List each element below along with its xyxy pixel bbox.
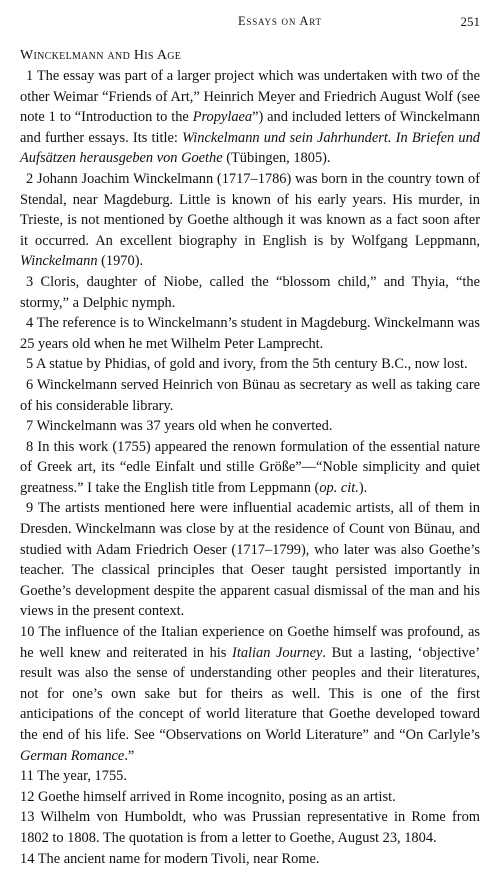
note-number: 12: [20, 788, 35, 805]
note-title: Propylaea: [192, 109, 253, 126]
note-text: Winckelmann served Heinrich von Bünau as secretary as well as taking care of his considerable library.: [20, 376, 480, 414]
endnote: [20, 313, 480, 354]
endnote: [20, 354, 480, 375]
endnote: [20, 169, 480, 272]
endnote: [20, 375, 480, 416]
page-number: 251: [460, 14, 480, 29]
note-number: 6: [26, 376, 34, 393]
note-text: Winckelmann was 37 years old when he converted.: [36, 418, 333, 435]
note-text: ).: [358, 479, 368, 496]
note-text: In this work (1755) appeared the renown formulation of the essential nature of Greek art, its “edle Einfalt und stille Größe”—“Noble simplicity and quiet greatness.” I take the English title from Leppmann (: [20, 438, 480, 496]
note-number: 4: [26, 315, 34, 332]
endnote: [20, 416, 480, 437]
endnote: [20, 766, 480, 787]
note-text: (1970).: [97, 253, 144, 270]
note-number: 11: [20, 768, 34, 785]
note-text: . But a lasting, ‘objective’ result was also the sense of understanding other peoples and their literatures, not for one’s own sake but for theirs as well. This is one of the first anticipations of the concept of world literature that Goethe developed toward the end of his life. See “Observations on World Literature” and “On Carlyle’s: [20, 644, 480, 743]
note-text: The artists mentioned here were influential academic artists, all of them in Dresden. Winckelmann was close by at the residence of Count von Bünau, and studied with Adam Friedrich Oeser (1717–1799), who later was also Goethe’s teacher. The classical principles that Oeser taught persisted importantly in Goethe’s development despite the apparent casual dismissal of the man and his views in the present context.: [20, 500, 480, 620]
section-title: Winckelmann and His Age: [20, 48, 182, 63]
note-text: Wilhelm von Humboldt, who was Prussian representative in Rome from 1802 to 1808. The quotation is from a letter to Goethe, August 23, 1804.: [20, 809, 480, 846]
endnote: [20, 849, 480, 869]
note-number: 3: [26, 273, 34, 290]
endnote: [20, 622, 480, 766]
note-text: The year, 1755.: [37, 768, 127, 785]
note-number: 7: [26, 418, 34, 435]
note-number: 1: [26, 68, 34, 84]
note-text: Johann Joachim Winckelmann (1717–1786) was born in the country town of Stendal, near Magdeburg. Little is known of his early years. His murder, in Trieste, is not mentioned by Goethe although it was known as a fact soon after it occurred. An excellent biography in English is by Wolfgang Leppmann,: [20, 170, 480, 249]
note-text: ”) and included letters of Winckelmann and further essays. Its title:: [20, 109, 480, 146]
note-number: 10: [20, 624, 35, 641]
note-text: The ancient name for modern Tivoli, near Rome.: [37, 850, 320, 867]
note-number: 14: [20, 850, 35, 867]
running-head: Essays on Art: [238, 14, 322, 28]
note-title: Winckelmann und sein Jahrhundert. In Briefen und Aufsätzen herausgeben von Goethe: [20, 129, 480, 167]
note-title: German Romance: [20, 747, 125, 764]
page-header: [0, 14, 500, 34]
endnote: [20, 498, 480, 622]
note-number: 9: [26, 500, 34, 517]
endnotes-list: [20, 66, 480, 869]
note-number: 2: [26, 170, 34, 187]
note-text: The essay was part of a larger project which was undertaken with two of the other Weimar “Friends of Art,” Heinrich Meyer and Friedrich August Wolf (see note 1 to “Introduction to the: [20, 68, 480, 126]
endnote: [20, 272, 480, 313]
endnote: [20, 66, 480, 169]
note-text: .”: [124, 747, 135, 764]
note-text: The influence of the Italian experience on Goethe himself was profound, as he well knew and reiterated in his: [20, 624, 480, 661]
endnote: [20, 807, 480, 848]
note-text: Goethe himself arrived in Rome incognito, posing as an artist.: [38, 788, 396, 805]
note-citation: op. cit.: [319, 479, 359, 496]
note-number: 5: [26, 356, 34, 373]
note-text: Cloris, daughter of Niobe, called the “blossom child,” and Thyia, “the stormy,” a Delphic nymph.: [20, 273, 480, 311]
note-text: (Tübingen, 1805).: [222, 150, 331, 167]
note-text: A statue by Phidias, of gold and ivory, from the 5th century B.C., now lost.: [36, 356, 468, 373]
note-text: The reference is to Winckelmann’s student in Magdeburg. Winckelmann was 25 years old when he met Wilhelm Peter Lamprecht.: [20, 315, 480, 352]
endnote: [20, 437, 480, 499]
note-number: 8: [26, 438, 34, 455]
note-number: 13: [20, 809, 35, 826]
note-title: Winckelmann: [20, 253, 98, 270]
endnote: [20, 787, 480, 808]
note-title: Italian Journey: [232, 644, 323, 661]
